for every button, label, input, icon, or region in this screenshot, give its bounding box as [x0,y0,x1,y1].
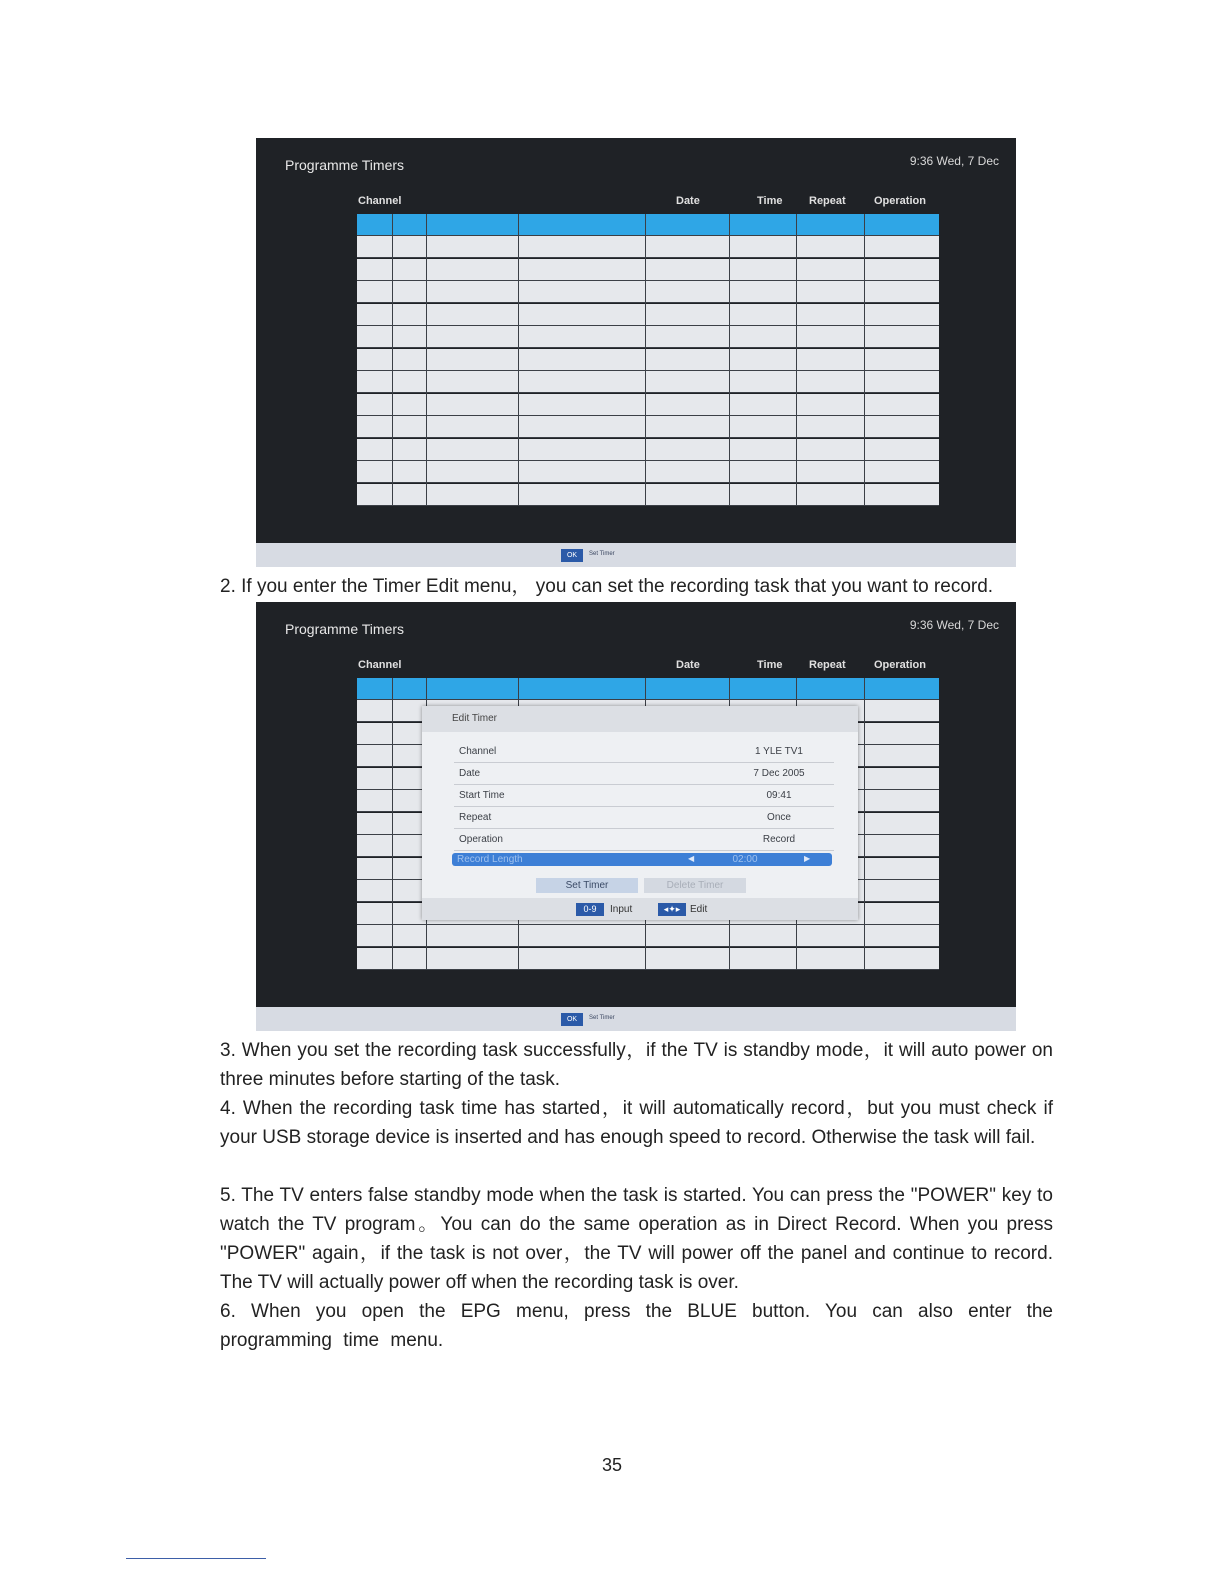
field-repeat[interactable] [454,806,834,829]
clock: 9:36 Wed, 7 Dec [909,154,999,168]
column-divider [645,214,646,506]
hint-edit-label: Edit [690,904,708,915]
dialog-hint-bar [422,898,858,920]
table-row[interactable] [357,394,939,416]
col-header-time: Time [757,659,783,671]
paragraph-step-4: 4. When the recording task time has started，it will automatically record，but you must check if your USB storage device is inserted and has enough speed to record. Otherwise the task will fail. [220,1098,1053,1148]
field-label: Record Length [457,854,523,865]
clock: 9:36 Wed, 7 Dec [909,618,999,632]
col-header-date: Date [676,659,700,671]
table-row[interactable] [357,236,939,258]
ok-key-button[interactable]: OK [561,549,583,562]
screen-title: Programme Timers [285,157,405,173]
column-divider [729,214,730,506]
field-label: Channel [459,746,497,757]
column-divider [864,678,865,970]
field-value: 02:00 [732,854,758,865]
table-row[interactable] [357,349,939,371]
table-row[interactable] [357,439,939,461]
table-row[interactable] [357,214,939,236]
table-row[interactable] [357,371,939,393]
col-header-operation: Operation [874,659,926,671]
ok-key-button[interactable]: OK [561,1013,583,1026]
column-divider [518,214,519,506]
col-header-date: Date [676,195,700,207]
col-header-operation: Operation [874,195,926,207]
table-row[interactable] [357,304,939,326]
screen-title: Programme Timers [285,621,405,637]
table-row[interactable] [357,461,939,483]
footnote-rule [126,1558,266,1559]
col-header-time: Time [757,195,783,207]
col-header-repeat: Repeat [809,195,846,207]
table-row[interactable] [357,925,939,947]
table-row[interactable] [357,259,939,281]
timer-table[interactable] [357,214,939,506]
field-label: Repeat [459,812,492,823]
field-value: 09:41 [766,790,792,801]
page-number: 35 [601,1455,623,1475]
ok-key-label: Set Timer [589,551,615,557]
edit-timer-dialog [422,706,858,920]
caption-step-2: 2. If you enter the Timer Edit menu， you can set the recording task that you want to record. [220,576,994,597]
column-divider [426,214,427,506]
table-row[interactable] [357,281,939,303]
column-divider [392,678,393,970]
paragraph-step-3: 3. When you set the recording task successfully，if the TV is standby mode，it will auto power on three minutes before starting of the task. [220,1040,1053,1090]
field-channel[interactable] [454,740,834,763]
field-value: 7 Dec 2005 [753,768,805,779]
programme-timers-screenshot-1 [256,138,1016,567]
paragraph-step-6: 6. When you open the EPG menu, press the BLUE button. You can also enter the programming time menu. [220,1301,1053,1351]
field-label: Start Time [459,790,505,801]
col-header-channel: Channel [358,659,402,671]
ok-key-label: Set Timer [589,1015,615,1021]
table-row[interactable] [357,678,939,700]
screen-footer [256,543,1016,567]
dialog-title: Edit Timer [422,706,858,732]
paragraph-step-5: 5. The TV enters false standby mode when the task is started. You can press the "POWER" key to watch the TV program。You can do the same operation as in Direct Record. When you press "POWER" again，if the task is not over，the TV will power off the panel and continue to record. The TV will actually power off when the recording task is over. [220,1185,1053,1293]
programme-timers-screenshot-2 [256,602,1016,1031]
column-divider [796,214,797,506]
field-start-time[interactable] [454,784,834,807]
screen-footer [256,1007,1016,1031]
table-row[interactable] [357,948,939,970]
field-record-length[interactable] [452,853,832,866]
field-label: Operation [459,834,503,845]
table-row[interactable] [357,326,939,348]
table-row[interactable] [357,416,939,438]
arrow-right-icon[interactable]: ▶ [804,854,811,863]
column-divider [392,214,393,506]
field-value: 1 YLE TV1 [755,746,803,757]
delete-timer-button[interactable]: Delete Timer [644,878,746,893]
number-keys-icon: 0-9 [576,903,604,916]
field-label: Date [459,768,481,779]
field-operation[interactable] [454,828,834,851]
dpad-icon: ◂✦▸ [658,903,686,916]
hint-input-label: Input [610,904,633,915]
field-date[interactable] [454,762,834,785]
table-row[interactable] [357,484,939,506]
field-value: Record [762,834,796,845]
field-value: Once [767,812,791,823]
column-divider [864,214,865,506]
set-timer-button[interactable]: Set Timer [536,878,638,893]
col-header-repeat: Repeat [809,659,846,671]
arrow-left-icon[interactable]: ◀ [688,854,695,863]
col-header-channel: Channel [358,195,402,207]
